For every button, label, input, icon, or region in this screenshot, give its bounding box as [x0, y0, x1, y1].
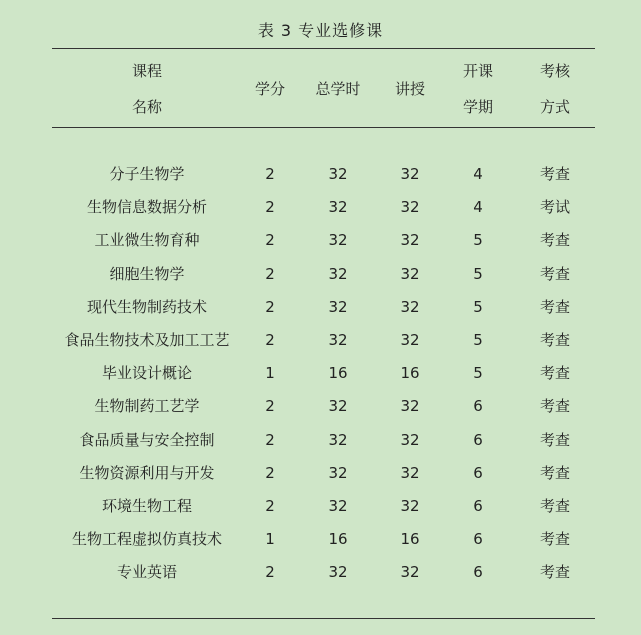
course-term: 6 — [473, 530, 483, 549]
course-exam-method: 考试 — [539, 198, 570, 217]
table-row — [52, 291, 595, 324]
header-course-name — [52, 56, 242, 122]
table-top-rule — [52, 48, 595, 49]
course-exam-method: 考查 — [539, 231, 570, 250]
course-lecture-hours: 32 — [400, 198, 420, 217]
course-name: 细胞生物学 — [109, 264, 185, 283]
course-credit: 2 — [265, 563, 275, 582]
course-term: 5 — [473, 364, 483, 383]
course-exam-method: 考查 — [539, 430, 570, 449]
course-lecture-hours: 32 — [400, 430, 420, 449]
course-total-hours: 32 — [328, 496, 348, 515]
course-name: 生物信息数据分析 — [86, 198, 207, 217]
course-total-hours: 32 — [328, 198, 348, 217]
course-term: 6 — [473, 397, 483, 416]
course-exam-method: 考查 — [539, 165, 570, 183]
course-total-hours: 16 — [328, 364, 348, 383]
header-course-name-line1: 课程 — [131, 62, 162, 80]
table-row — [52, 324, 595, 357]
header-exam-line2: 方式 — [539, 98, 570, 116]
header-exam-line1: 考核 — [539, 62, 570, 80]
course-lecture-hours: 32 — [400, 264, 420, 283]
course-total-hours: 32 — [328, 264, 348, 283]
course-exam-method: 考查 — [539, 397, 570, 416]
course-credit: 2 — [265, 330, 275, 349]
course-total-hours: 16 — [328, 530, 348, 549]
course-name: 食品质量与安全控制 — [79, 430, 215, 449]
table-row — [52, 556, 595, 589]
course-total-hours: 32 — [328, 297, 348, 316]
course-term: 6 — [473, 563, 483, 582]
course-exam-method: 考查 — [539, 364, 570, 383]
course-total-hours: 32 — [328, 430, 348, 449]
course-name: 专业英语 — [116, 563, 177, 582]
table-row — [52, 357, 595, 390]
course-lecture-hours: 32 — [400, 165, 420, 183]
table-row — [52, 224, 595, 257]
course-name: 食品生物技术及加工工艺 — [64, 330, 230, 349]
course-name: 分子生物学 — [109, 165, 185, 183]
course-credit: 2 — [265, 198, 275, 217]
table-row — [52, 191, 595, 224]
course-lecture-hours: 32 — [400, 297, 420, 316]
table-row — [52, 258, 595, 291]
course-term: 6 — [473, 496, 483, 515]
course-exam-method: 考查 — [539, 496, 570, 515]
table-header-rule — [52, 127, 595, 128]
course-credit: 1 — [265, 364, 275, 383]
course-credit: 2 — [265, 264, 275, 283]
header-exam-method — [530, 56, 580, 122]
course-term: 4 — [473, 165, 483, 183]
table-row — [52, 490, 595, 523]
course-name: 毕业设计概论 — [101, 364, 192, 383]
table-row — [52, 523, 595, 556]
course-credit: 2 — [265, 231, 275, 250]
course-term: 6 — [473, 430, 483, 449]
course-name: 工业微生物育种 — [94, 231, 200, 250]
course-exam-method: 考查 — [539, 530, 570, 549]
table-row — [52, 457, 595, 490]
course-term: 5 — [473, 231, 483, 250]
course-total-hours: 32 — [328, 165, 348, 183]
course-credit: 2 — [265, 397, 275, 416]
header-course-name-line2: 名称 — [131, 98, 162, 116]
course-exam-method: 考查 — [539, 330, 570, 349]
course-lecture-hours: 32 — [400, 330, 420, 349]
header-term-line1: 开课 — [462, 62, 493, 80]
course-exam-method: 考查 — [539, 563, 570, 582]
header-total-hours-label: 总学时 — [315, 80, 361, 98]
course-credit: 2 — [265, 297, 275, 316]
course-credit: 1 — [265, 530, 275, 549]
course-lecture-hours: 16 — [400, 530, 420, 549]
header-lecture — [380, 56, 440, 122]
course-exam-method: 考查 — [539, 463, 570, 482]
course-total-hours: 32 — [328, 231, 348, 250]
course-name: 环境生物工程 — [101, 496, 192, 515]
course-total-hours: 32 — [328, 330, 348, 349]
table-header — [52, 56, 595, 122]
table-row — [52, 424, 595, 457]
course-credit: 2 — [265, 496, 275, 515]
header-term-line2: 学期 — [462, 98, 493, 116]
course-exam-method: 考查 — [539, 264, 570, 283]
table-row — [52, 390, 595, 423]
course-total-hours: 32 — [328, 463, 348, 482]
course-credit: 2 — [265, 165, 275, 183]
course-name: 生物制药工艺学 — [94, 397, 200, 416]
course-total-hours: 32 — [328, 563, 348, 582]
course-exam-method: 考查 — [539, 297, 570, 316]
table-body — [52, 158, 595, 589]
course-lecture-hours: 32 — [400, 463, 420, 482]
course-term: 4 — [473, 198, 483, 217]
course-term: 6 — [473, 463, 483, 482]
header-credit-label: 学分 — [254, 80, 285, 98]
course-name: 生物工程虚拟仿真技术 — [71, 530, 222, 549]
header-term — [458, 56, 498, 122]
course-term: 5 — [473, 264, 483, 283]
course-credit: 2 — [265, 463, 275, 482]
table-bottom-rule — [52, 618, 595, 619]
table-row — [52, 158, 595, 191]
course-lecture-hours: 32 — [400, 563, 420, 582]
course-total-hours: 32 — [328, 397, 348, 416]
course-name: 现代生物制药技术 — [86, 297, 207, 316]
header-credit — [250, 56, 290, 122]
course-lecture-hours: 32 — [400, 397, 420, 416]
course-lecture-hours: 32 — [400, 496, 420, 515]
course-term: 5 — [473, 297, 483, 316]
header-total-hours — [308, 56, 368, 122]
course-term: 5 — [473, 330, 483, 349]
course-lecture-hours: 32 — [400, 231, 420, 250]
header-lecture-label: 讲授 — [394, 80, 425, 98]
course-lecture-hours: 16 — [400, 364, 420, 383]
course-name: 生物资源利用与开发 — [79, 463, 215, 482]
table-caption: 表 3 专业选修课 — [257, 21, 384, 40]
course-credit: 2 — [265, 430, 275, 449]
